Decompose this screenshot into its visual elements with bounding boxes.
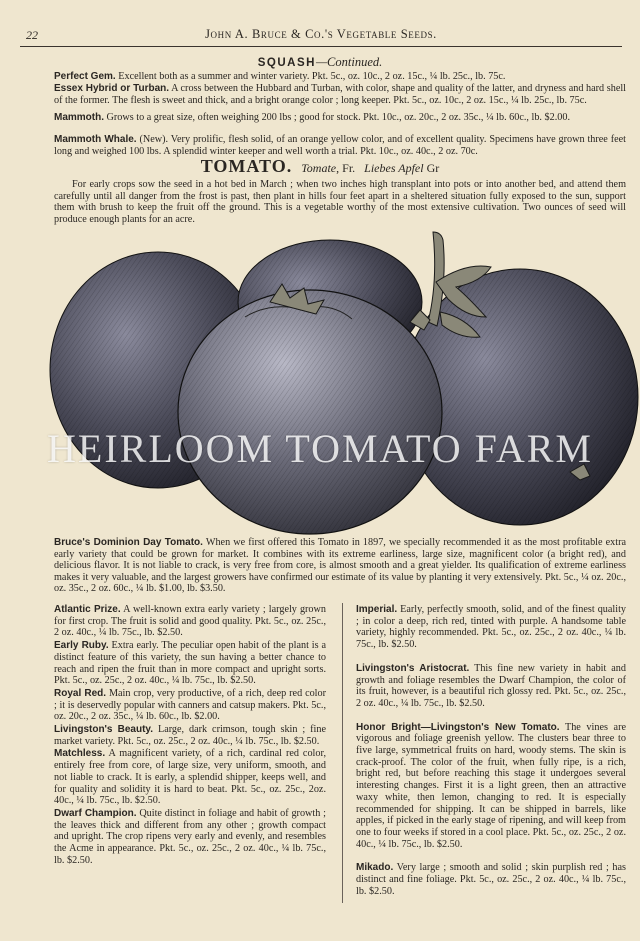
- tomato-german: Liebes Apfel: [364, 161, 424, 175]
- running-head: John A. Bruce & Co.'s Vegetable Seeds.: [205, 27, 437, 41]
- right-column: [356, 604, 626, 898]
- variety-name: Livingston's Aristocrat.: [356, 662, 470, 674]
- variety-name: Matchless.: [54, 748, 106, 760]
- variety-entry: [356, 722, 626, 851]
- variety-entry: [54, 808, 326, 867]
- variety-name: Dwarf Champion.: [54, 807, 137, 819]
- variety-name: Mammoth Whale.: [54, 134, 137, 145]
- page-number: 22: [26, 28, 38, 42]
- tomato-title: TOMATO.: [200, 156, 293, 176]
- squash-entry: [54, 71, 626, 83]
- variety-description: A well-known extra early variety ; largely grown for first crop. The fruit is solid and good quality. Pkt. 5c., oz. 25c., 2 oz. 40c., ¼ lb. 75c., lb. $2.50.: [54, 604, 326, 639]
- squash-heading: [0, 55, 640, 70]
- tomato-french-lang: , Fr.: [336, 161, 356, 175]
- tomato-illustration: [40, 222, 640, 540]
- variety-entry: [54, 640, 326, 687]
- variety-name: Early Ruby.: [54, 640, 109, 652]
- dominion-day-entry: [54, 537, 626, 595]
- page-header: [20, 24, 622, 47]
- variety-name: Honor Bright—Livingston's New Tomato.: [356, 721, 560, 733]
- squash-entry: [54, 134, 626, 157]
- variety-entry: [54, 688, 326, 723]
- variety-description: The vines are vigorous and foliage greenish yellow. The clusters bear three to five large, symmetrical fruits on hard, woody stems. The skin is crack-proof. The color of the fruit, when fully ripe, is a rich, bright red, but before reaching this stage it undergoes several interesting changes. First it is a light green, then an attractive waxy white, then lemon, changing to red. It is especially recommended for shipping. It can be shipped in barrels, like apples, if picked in the early stage of ripening, and will keep from one to four weeks if stored in a cool place. Pkt. 5c., oz. 25c., 2 oz. 40c., ¼ lb. 75c., lb. $2.50.: [356, 721, 626, 850]
- variety-description: Very large ; smooth and solid ; skin purplish red ; has distinct and fine foliage. Pkt. 5c., oz. 25c., 2 oz. 40c., ¼ lb. 75c., lb. $2.50.: [356, 862, 626, 897]
- tomato-intro: For early crops sow the seed in a hot bed in March ; when two inches high transplant into pots or into another bed, and attend them carefully until all danger from the frost is past, then plant in hills four feet apart in a sheltered situation fully exposed to the sun, support them with brush to keep the fruit off the ground. This is a vegetable worthy of the most extensive cultivation. Two ounces of seed will produce enough plants for an acre.: [54, 179, 626, 225]
- variety-description: Main crop, very productive, of a rich, deep red color ; it is deservedly popular with canners and catsup makers. Pkt. 5c., oz. 20c., 2 oz. 35c., ¼ lb. 60c., lb. $2.00.: [54, 687, 326, 723]
- watermark: HEIRLOOM TOMATO FARM: [47, 426, 593, 471]
- tomato-heading: [0, 156, 640, 177]
- variety-description: Early, perfectly smooth, solid, and of the finest quality ; in color a deep, rich red, tinted with purple. A handsome table variety, highly recommended. Pkt. 5c., oz. 25c., 2 oz. 40c., ¼ lb. 75c., lb. $2.50.: [356, 604, 626, 651]
- variety-name: Imperial.: [356, 604, 398, 615]
- variety-entry: [54, 604, 326, 639]
- variety-name: Royal Red.: [54, 687, 107, 699]
- left-column: [54, 604, 326, 867]
- variety-description: A magnificent variety, of a rich, cardinal red color, entirely free from core, of large size, very uniform, smooth, and not liable to crack. It is early, a splendid shipper, keeps well, and for quality and solidity it is hard to beat. Pkt. 5c., oz. 25c., 2oz. 40c., ¼ lb. 75c., lb. $2.50.: [54, 748, 326, 807]
- squash-entry: [54, 83, 626, 106]
- squash-title: SQUASH: [257, 57, 316, 69]
- variety-name: Perfect Gem.: [54, 71, 116, 82]
- squash-entry: [54, 112, 626, 124]
- variety-entry: [356, 862, 626, 897]
- variety-description: A cross between the Hubbard and Turban, with color, shape and quality of the latter, and dryness and hard shell of the former. The flesh is sweet and thick, and a bright orange color ; long keeper. Pkt. 5c., oz. 10c., 2 oz. 15c., ¼ lb. 25c., lb. 75c.: [54, 83, 626, 106]
- variety-name: Bruce's Dominion Day Tomato.: [54, 537, 203, 548]
- variety-description: When we first offered this Tomato in 1897, we specially recommended it as the most profitable extra early variety that could be grown for market. It combines with its extreme earliness, large size, magnificent color (a bright red), and delicious flavor. It is not liable to crack, is very free from core, is almost smooth and a great yielder. Its qualification of extreme earliness makes it very valuable, and the largest growers have confirmed our estimate of its value by planting it very extensively. Pkt. 5c., ¼ oz. 20c., oz. 35c., 2 oz. 60c., ¼ lb. $1.00, lb. $3.50.: [54, 537, 627, 595]
- variety-entry: [356, 663, 626, 710]
- tomato-french: Tomate: [301, 161, 337, 175]
- front-tomato: [178, 290, 442, 534]
- variety-name: Livingston's Beauty.: [54, 724, 154, 736]
- variety-description: Excellent both as a summer and winter variety. Pkt. 5c., oz. 10c., 2 oz. 15c., ¼ lb. 25c., lb. 75c.: [115, 71, 506, 82]
- column-divider: [342, 603, 343, 903]
- variety-description: Large, dark crimson, tough skin ; fine market variety. Pkt. 5c., oz. 25c., 2 oz. 40c., ¼ lb. 75c., lb. $2.50.: [54, 724, 326, 747]
- variety-description: This fine new variety in habit and growth and foliage resembles the Dwarf Champion, the color of its fruit, however, is a beautiful rich glossy red. Pkt. 5c., oz. 25c., 2 oz. 40c., ¼ lb. 75c., lb. $2.50.: [356, 662, 626, 709]
- variety-entry: [356, 604, 626, 651]
- variety-name: Essex Hybrid or Turban.: [54, 83, 170, 94]
- variety-name: Mammoth.: [54, 112, 104, 123]
- variety-description: Quite distinct in foliage and habit of growth ; the leaves thick and different from any other ; growth compact and upright. The crop ripens very early and evenly, and resembles the Acme in appearance. Pkt. 5c., oz. 25c., 2 oz. 40c., ¼ lb. 75c., lb. $2.50.: [54, 807, 326, 866]
- variety-name: Mikado.: [356, 862, 394, 874]
- variety-description: (New). Very prolific, flesh solid, of an orange yellow color, and of excellent quality. Specimens have grown three feet long and weighed 100 lbs. A splendid winter keeper and well worth a trial. Pkt. 10c., oz. 40c., 2 oz. 70c.: [54, 134, 626, 157]
- variety-entry: [54, 724, 326, 747]
- variety-entry: [54, 748, 326, 807]
- variety-description: Grows to a great size, often weighing 200 lbs ; good for stock. Pkt. 10c., oz. 20c., 2 oz. 35c., ¼ lb. 60c., lb. $2.00.: [104, 112, 570, 123]
- variety-description: Extra early. The peculiar open habit of the plant is a distinct feature of this variety, the sun having a better chance to reach and ripen the fruit than in more compact and upright sorts. Pkt. 5c., oz. 25c., 2 oz. 40c., ¼ lb. 75c., lb. $2.50.: [54, 640, 326, 687]
- variety-name: Atlantic Prize.: [54, 604, 121, 615]
- tomato-german-lang: Gr: [423, 161, 440, 175]
- squash-continued: —Continued.: [315, 55, 383, 69]
